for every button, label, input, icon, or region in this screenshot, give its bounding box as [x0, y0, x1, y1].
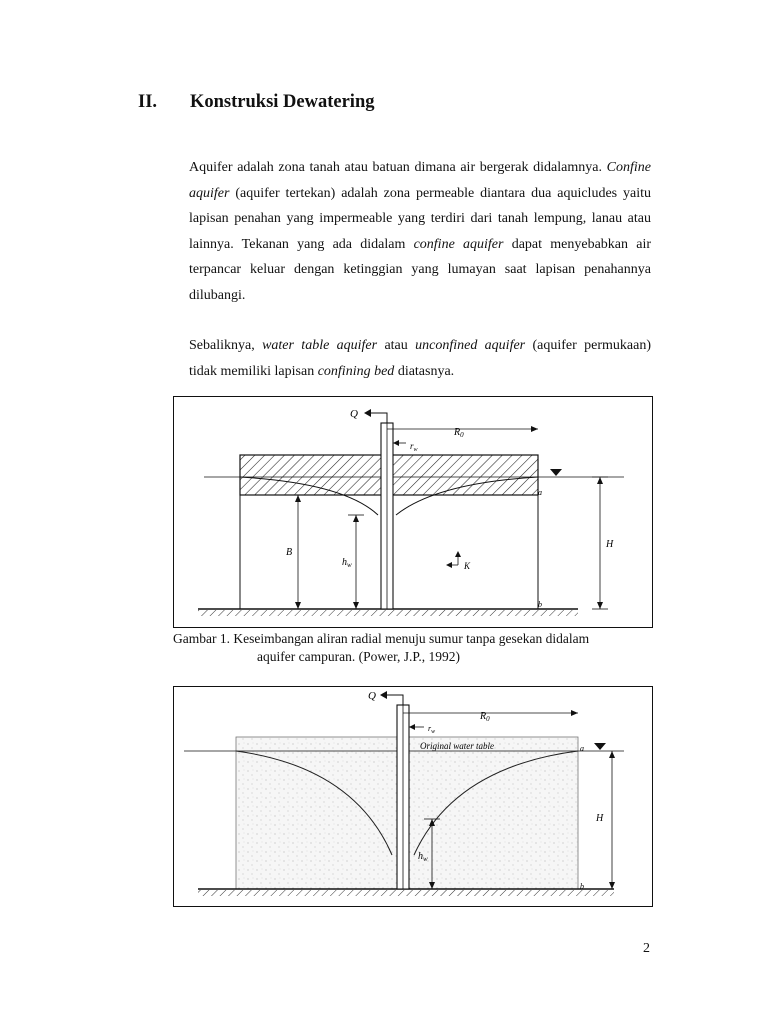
label-K: K	[464, 561, 471, 571]
label-b: b	[538, 600, 542, 609]
label-H-2: H	[596, 813, 604, 824]
confined-aquifer-diagram	[174, 397, 652, 627]
paragraph-unconfined-aquifer	[189, 333, 651, 384]
p2-text-2: atau	[377, 338, 416, 353]
p1-text-2: (aquifer tertekan) adalah zona permeable diantara dua aquicludes yaitu lapisan penahan yang impermeable yang terdiri dari tanah lempung, lanau atau lainnya. Tekanan yang ada didalam	[189, 185, 651, 252]
p1-term-confine-aquifer: Confine aquifer	[189, 160, 651, 201]
label-hw-2: $h_w$	[418, 851, 428, 863]
label-rw: $r_w$	[410, 441, 418, 453]
discharge-arrow-2	[386, 695, 403, 705]
label-hw: $h_w$	[342, 557, 352, 569]
label-R0-2: $R_0$	[480, 711, 490, 723]
figure1-caption	[173, 630, 653, 666]
caption-line-2: aquifer campuran. (Power, J.P., 1992)	[257, 649, 461, 664]
label-rw-2: $r_w$	[428, 724, 436, 735]
page-number: 2	[643, 941, 650, 956]
label-Q: Q	[350, 408, 358, 420]
section-heading	[138, 92, 375, 113]
label-H: H	[606, 539, 614, 550]
water-level-symbol	[550, 469, 562, 476]
unconfined-aquifer-diagram	[174, 687, 652, 906]
section-title: Konstruksi Dewatering	[190, 92, 375, 112]
water-level-symbol-2	[594, 743, 606, 750]
p2-text-1: Sebaliknya,	[189, 338, 263, 353]
label-a: a	[538, 488, 542, 497]
p1-text-1: Aquifer adalah zona tanah atau batuan dimana air bergerak didalamnya.	[189, 160, 607, 175]
label-b-2: b	[580, 882, 584, 891]
p2-text-4: diatasnya.	[394, 363, 455, 379]
label-B: B	[286, 547, 293, 558]
label-R0: $R_0$	[454, 427, 464, 439]
ground-hatch	[198, 610, 578, 616]
figure-unconfined-aquifer	[173, 686, 653, 907]
label-a-2: a	[580, 744, 584, 753]
p1-term-confine-aquifer-2: confine aquifer	[413, 236, 504, 252]
p2-term-water-table-aquifer: water table aquifer	[262, 338, 378, 353]
label-Q-2: Q	[368, 690, 376, 702]
p2-text-3: (aquifer permukaan) tidak memiliki lapisan	[189, 338, 651, 379]
caption-line-1: Gambar 1. Keseimbangan aliran radial menuju sumur tanpa gesekan didalam	[173, 631, 590, 646]
discharge-arrow	[370, 413, 387, 423]
paragraph-confined-aquifer	[189, 155, 651, 308]
p2-term-unconfined-aquifer: unconfined aquifer	[415, 338, 526, 353]
figure-confined-aquifer	[173, 396, 653, 628]
p1-text-3: dapat menyebabkan air terpancar keluar dengan ketinggian yang lumayan saat lapisan penahannya dilubangi.	[189, 236, 651, 303]
label-original-water-table: Original water table	[420, 741, 494, 751]
p2-term-confining-bed: confining bed	[317, 363, 395, 379]
section-number: II.	[138, 92, 158, 112]
